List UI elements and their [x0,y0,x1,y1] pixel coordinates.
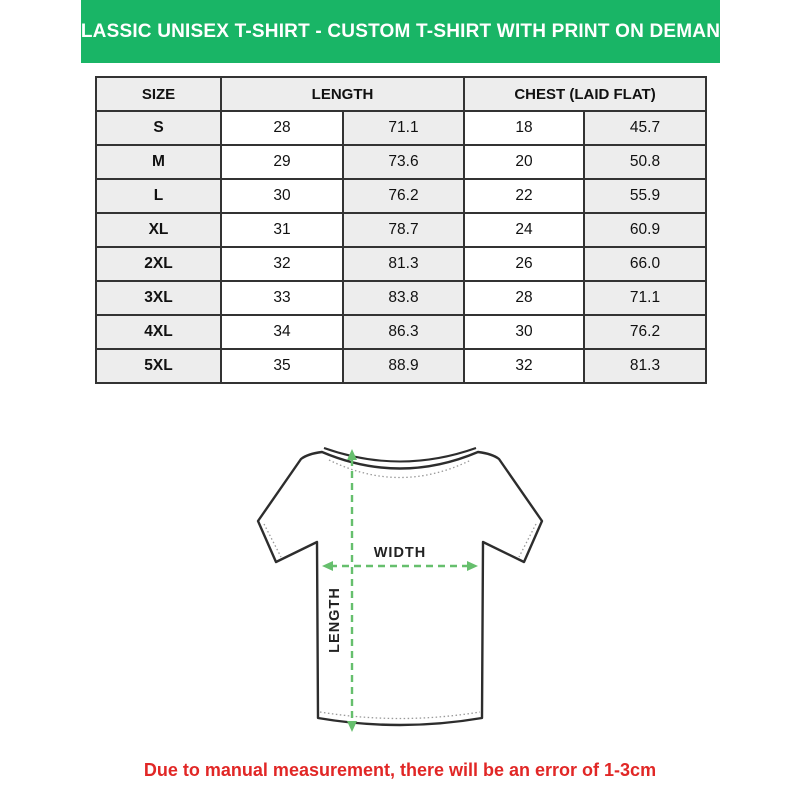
chest-cm-cell: 81.3 [584,349,706,383]
header-length: LENGTH [221,77,464,111]
header-banner [66,0,735,63]
size-cell: 5XL [96,349,221,383]
header-chest: CHEST (LAID FLAT) [464,77,706,111]
length-cm-cell: 73.6 [343,145,464,179]
length-in-cell: 33 [221,281,343,315]
size-cell: 2XL [96,247,221,281]
table-row [96,349,706,383]
length-in-cell: 34 [221,315,343,349]
table-row [96,247,706,281]
chest-in-cell: 26 [464,247,584,281]
header-size: SIZE [96,77,221,111]
chest-in-cell: 30 [464,315,584,349]
length-cm-cell: 71.1 [343,111,464,145]
size-cell: S [96,111,221,145]
size-cell: M [96,145,221,179]
chest-in-cell: 32 [464,349,584,383]
length-in-cell: 28 [221,111,343,145]
chest-cm-cell: 50.8 [584,145,706,179]
chest-cm-cell: 45.7 [584,111,706,145]
chest-cm-cell: 60.9 [584,213,706,247]
chest-in-cell: 22 [464,179,584,213]
length-in-cell: 35 [221,349,343,383]
table-row [96,179,706,213]
size-chart-table [95,76,707,384]
measurement-note: Due to manual measurement, there will be an error of 1-3cm [143,760,657,780]
length-cm-cell: 78.7 [343,213,464,247]
size-cell: XL [96,213,221,247]
length-cm-cell: 83.8 [343,281,464,315]
length-in-cell: 32 [221,247,343,281]
size-cell: 3XL [96,281,221,315]
chest-in-cell: 18 [464,111,584,145]
table-row [96,145,706,179]
length-cm-cell: 88.9 [343,349,464,383]
length-label: LENGTH [327,587,343,653]
length-in-cell: 31 [221,213,343,247]
tshirt-diagram [250,433,550,745]
length-cm-cell: 86.3 [343,315,464,349]
chest-cm-cell: 66.0 [584,247,706,281]
table-row [96,315,706,349]
size-cell: 4XL [96,315,221,349]
tshirt-outline [258,452,542,725]
length-cm-cell: 76.2 [343,179,464,213]
chest-in-cell: 24 [464,213,584,247]
table-row [96,111,706,145]
length-in-cell: 30 [221,179,343,213]
page-title: CLASSIC UNISEX T-SHIRT - CUSTOM T-SHIRT WITH PRINT ON DEMAND [66,20,735,42]
length-cm-cell: 81.3 [343,247,464,281]
chest-cm-cell: 76.2 [584,315,706,349]
width-label: WIDTH [373,545,427,561]
table-row [96,281,706,315]
chest-in-cell: 20 [464,145,584,179]
chest-cm-cell: 71.1 [584,281,706,315]
table-row [96,213,706,247]
chest-cm-cell: 55.9 [584,179,706,213]
table-header-row [96,77,706,111]
length-in-cell: 29 [221,145,343,179]
chest-in-cell: 28 [464,281,584,315]
collar-band-top [324,448,476,462]
size-cell: L [96,179,221,213]
